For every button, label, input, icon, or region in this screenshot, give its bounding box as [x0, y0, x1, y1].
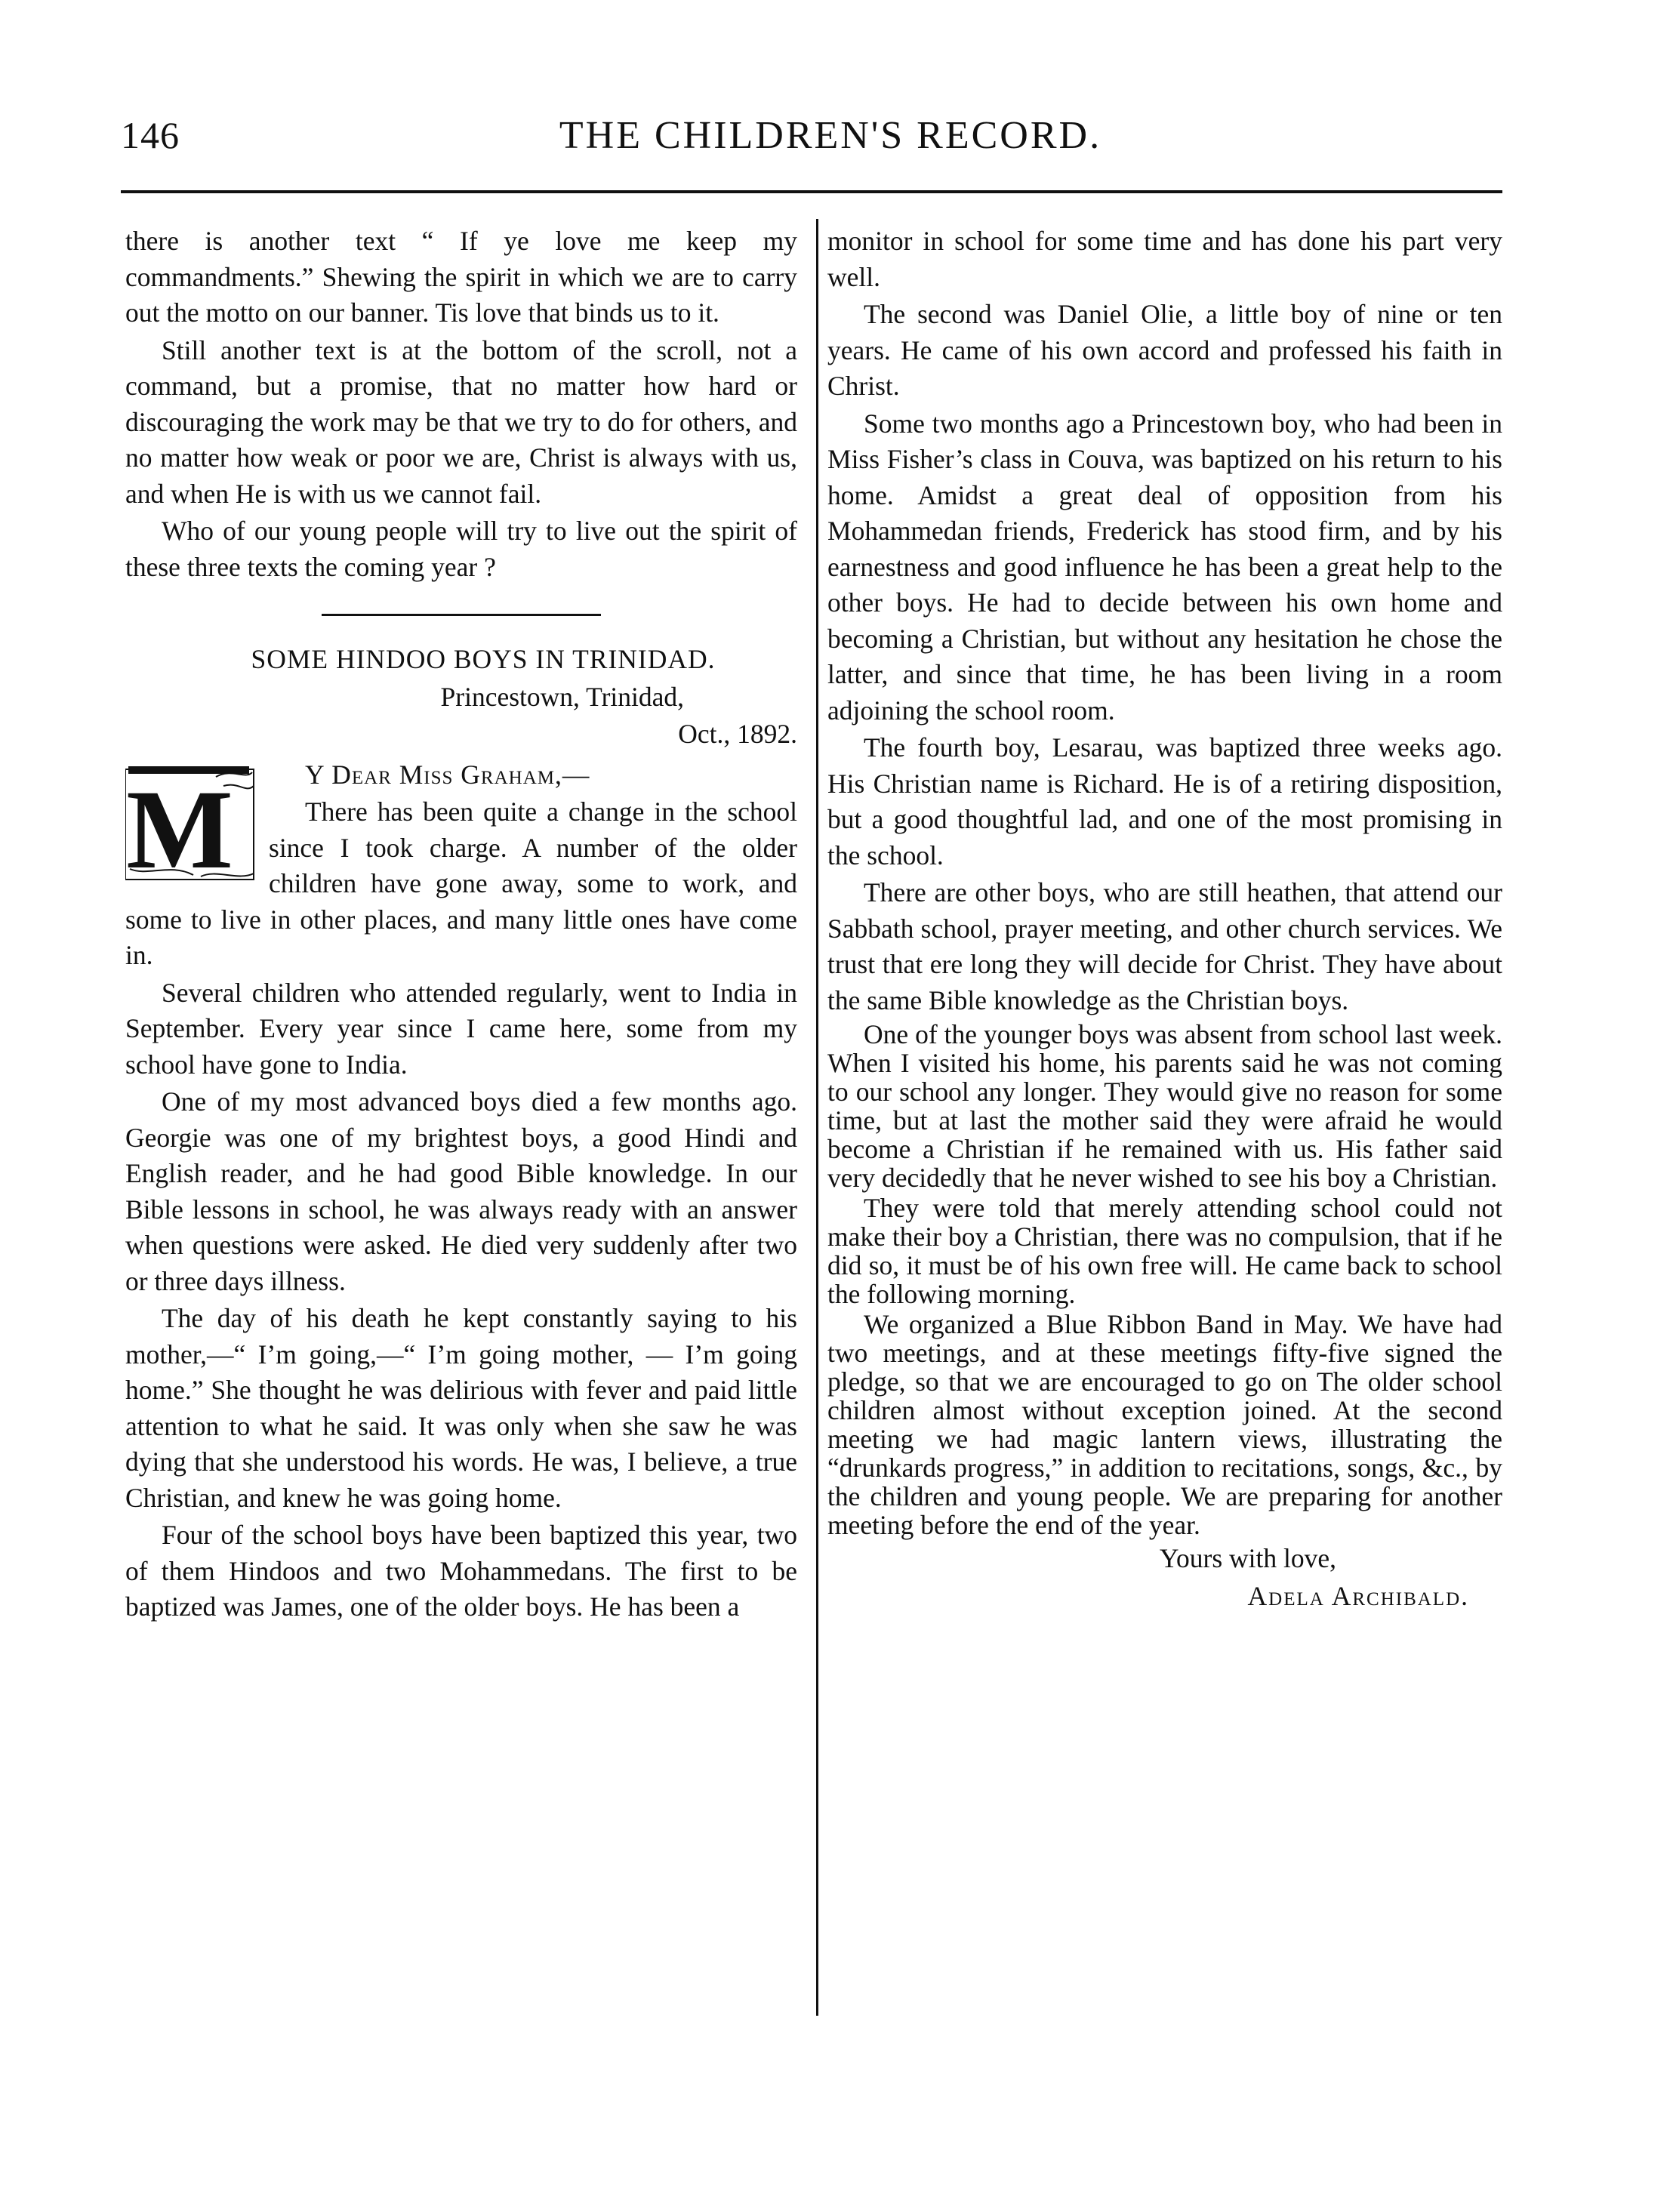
paragraph: Four of the school boys have been baptized this year, two of them Hindoos and two Mohammedans. The first to be baptized was James, one of the older boys. He has been a [125, 1520, 797, 1622]
left-column [125, 223, 797, 1627]
signature: Adela Archibald. [1247, 1580, 1469, 1611]
paragraph: There are other boys, who are still heathen, that attend our Sabbath school, prayer meeting, and other church services. We trust that ere long they will decide for Christ. They have about the same Bible knowledge as the Christian boys. [827, 877, 1502, 1015]
drop-cap-letter: M [126, 766, 233, 883]
paragraph: One of the younger boys was absent from school last week. When I visited his home, his parents said he was not coming to our school any longer. They would give no reason for some time, but at last the mother said they were afraid he would become a Christian if he remained with us. His father said very decidedly that he never wished to see his boy a Christian. [827, 1019, 1502, 1193]
paragraph: Still another text is at the bottom of the scroll, not a command, but a promise, that no matter how hard or discouraging the work may be that we try to do for others, and no matter how weak or poor we are, Christ is always with us, and when He is with us we cannot fail. [125, 334, 797, 509]
paragraph: Who of our young people will try to live out the spirit of these three texts the coming year ? [125, 516, 797, 582]
paragraph: monitor in school for some time and has done his part very well. [827, 226, 1502, 292]
paragraph: Some two months ago a Princestown boy, who had been in Miss Fisher’s class in Couva, was baptized on his return to his home. Amidst a great deal of opposition from his Mohammedan friends, Frederick has stood firm, and by his earnestness and good influence he has been a great help to the other boys. He had to decide between his own home and becoming a Christian, but without any hesitation he chose the latter, and since that time, he has been living in a room adjoining the school room. [827, 408, 1502, 726]
letter-opening [125, 757, 797, 974]
salutation: Y Dear Miss Graham,— [305, 759, 590, 790]
paragraph: there is another text “ If ye love me keep my commandments.” Shewing the spirit in which we are to carry out the motto on our banner. Tis love that binds us to it. [125, 226, 797, 328]
ornamental-drop-cap [125, 763, 258, 883]
page-number: 146 [121, 114, 180, 156]
header-rule [121, 190, 1502, 193]
paragraph: One of my most advanced boys died a few months ago. Georgie was one of my brightest boys, a good Hindi and English reader, and he had good Bible knowledge. In our Bible lessons in school, he was always ready with an answer when questions were asked. He died very suddenly after two or three days illness. [125, 1086, 797, 1296]
paragraph: There has been quite a change in the school since I took charge. A number of the older children have gone away, some to work, and some to live in other places, and many little ones have come in. [125, 796, 797, 970]
paragraph: The fourth boy, Lesarau, was baptized three weeks ago. His Christian name is Richard. He is of a retiring disposition, but a good thoughtful lad, and one of the most promising in the school. [827, 732, 1502, 870]
running-title: THE CHILDREN'S RECORD. [559, 114, 1102, 157]
paragraph: We organized a Blue Ribbon Band in May. We have had two meetings, and at these meetings fifty-five signed the pledge, so that we are encouraged to go on The older school children almost without exception joined. At the second meeting we had magic lantern views, illustrating the “drunkards progress,” in addition to recitations, songs, &c., by the children and young people. We are preparing for another meeting before the end of the year. [827, 1309, 1502, 1540]
right-column [827, 223, 1502, 1616]
dateline-date: Oct., 1892. [678, 719, 797, 749]
article-title: SOME HINDOO BOYS IN TRINIDAD. [251, 644, 716, 674]
paragraph: Several children who attended regularly, went to India in September. Every year since I came here, some from my school have gone to India. [125, 977, 797, 1080]
letter-closing: Yours with love, [1159, 1543, 1336, 1573]
section-divider [322, 614, 601, 616]
column-divider-rule [816, 219, 818, 2016]
paragraph: They were told that merely attending school could not make their boy a Christian, there was no compulsion, that if he did so, it must be of his own free will. He came back to school the following morning. [827, 1193, 1502, 1309]
dateline-place: Princestown, Trinidad, [440, 681, 684, 712]
paragraph: The day of his death he kept constantly saying to his mother,—“ I’m going,—“ I’m going mother, — I’m going home.” She thought he was delirious with fever and paid little attention to what he said. It was only when she saw he was dying that she understood his words. He was, I believe, a true Christian, and knew he was going home. [125, 1303, 797, 1513]
page-header [121, 113, 1502, 174]
paragraph: The second was Daniel Olie, a little boy of nine or ten years. He came of his own accord and professed his faith in Christ. [827, 299, 1502, 401]
